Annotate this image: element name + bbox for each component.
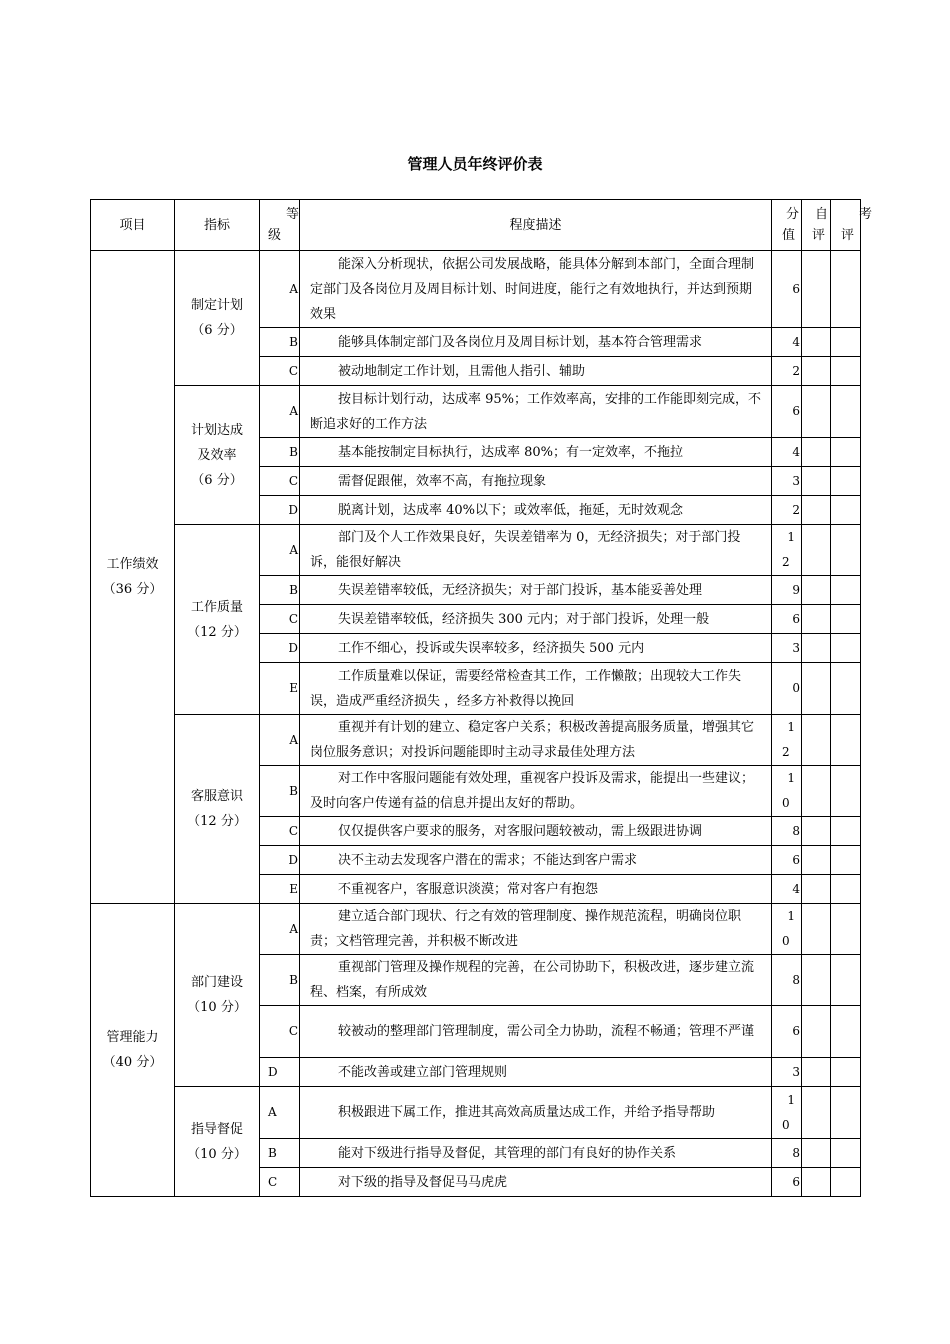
self-eval-cell[interactable]	[802, 386, 831, 438]
description-cell: 脱离计划，达成率 40%以下；或效率低，拖延，无时效观念	[300, 496, 772, 525]
evaluation-table	[90, 199, 873, 1197]
score-cell	[772, 904, 802, 955]
self-eval-cell[interactable]	[802, 525, 831, 576]
description-cell: 部门及个人工作效果良好，失误差错率为 0，无经济损失；对于部门投诉，能很好解决	[300, 525, 772, 576]
self-eval-cell[interactable]	[802, 634, 831, 663]
exam-eval-cell[interactable]	[831, 766, 861, 817]
description-cell: 能深入分析现状，依据公司发展战略，能具体分解到本部门，全面合理制定部门及各岗位月及周目标计划、时间进度，能行之有效地执行，并达到预期效果	[300, 251, 772, 328]
exam-eval-cell[interactable]	[831, 525, 861, 576]
self-eval-cell[interactable]	[802, 875, 831, 904]
exam-eval-cell[interactable]	[831, 467, 861, 496]
indicator-name: 部门建设	[190, 975, 243, 990]
description-cell: 能够具体制定部门及各岗位月及周目标计划，基本符合管理需求	[300, 328, 772, 357]
header-score-top: 分	[785, 207, 799, 222]
table-row	[91, 904, 861, 955]
exam-eval-cell[interactable]	[831, 904, 861, 955]
indicator-points: （12 分）	[187, 814, 247, 829]
exam-eval-cell[interactable]	[831, 663, 861, 715]
description-cell: 工作质量难以保证，需要经常检查其工作，工作懒散；出现较大工作失误，造成严重经济损失 ，经多方补救得以挽回	[300, 663, 772, 715]
header-exam-top: 考	[859, 207, 873, 222]
exam-eval-cell[interactable]	[831, 328, 861, 357]
exam-eval-cell[interactable]	[831, 875, 861, 904]
level-cell: C	[260, 1006, 300, 1058]
exam-eval-cell[interactable]	[831, 1058, 861, 1087]
score-cell: 8	[772, 1139, 802, 1168]
score-digit-2: 2	[782, 745, 790, 759]
description-cell: 不能改善或建立部门管理规则	[300, 1058, 772, 1087]
exam-eval-cell[interactable]	[831, 386, 861, 438]
table-row	[91, 386, 861, 438]
score-digit-1: 1	[787, 530, 795, 544]
exam-eval-cell[interactable]	[831, 1087, 861, 1139]
self-eval-cell[interactable]	[802, 846, 831, 875]
level-cell: B	[260, 576, 300, 605]
project-points: （36 分）	[102, 582, 163, 597]
score-digit-2: 2	[782, 555, 790, 569]
header-level	[260, 200, 300, 251]
exam-eval-cell[interactable]	[831, 605, 861, 634]
header-project: 项目	[91, 200, 175, 251]
level-cell: C	[260, 357, 300, 386]
self-eval-cell[interactable]	[802, 663, 831, 715]
level-cell: D	[260, 1058, 300, 1087]
score-digit-1: 1	[787, 720, 795, 734]
description-cell: 基本能按制定目标执行，达成率 80%；有一定效率，不拖拉	[300, 438, 772, 467]
self-eval-cell[interactable]	[802, 817, 831, 846]
self-eval-cell[interactable]	[802, 904, 831, 955]
score-cell: 3	[772, 634, 802, 663]
table-header-row	[91, 200, 861, 251]
description-cell: 工作不细心，投诉或失误率较多，经济损失 500 元内	[300, 634, 772, 663]
project-points: （40 分）	[102, 1055, 163, 1070]
level-cell: D	[260, 846, 300, 875]
level-cell: B	[260, 1139, 300, 1168]
header-score-bottom: 值	[782, 228, 796, 243]
level-cell: A	[260, 715, 300, 766]
self-eval-cell[interactable]	[802, 438, 831, 467]
description-cell: 失误差错率较低，经济损失 300 元内；对于部门投诉，处理一般	[300, 605, 772, 634]
score-digit-1: 1	[787, 909, 795, 923]
self-eval-cell[interactable]	[802, 1006, 831, 1058]
level-cell: A	[260, 1087, 300, 1139]
self-eval-cell[interactable]	[802, 576, 831, 605]
level-cell: C	[260, 1168, 300, 1197]
project-name: 管理能力	[106, 1030, 159, 1045]
header-description: 程度描述	[300, 200, 772, 251]
project-name: 工作绩效	[106, 557, 159, 572]
level-cell: A	[260, 386, 300, 438]
level-cell: A	[260, 525, 300, 576]
score-cell: 4	[772, 328, 802, 357]
exam-eval-cell[interactable]	[831, 438, 861, 467]
level-cell: C	[260, 467, 300, 496]
indicator-cell	[175, 386, 260, 525]
level-cell: D	[260, 634, 300, 663]
self-eval-cell[interactable]	[802, 328, 831, 357]
header-exam-bottom: 评	[841, 228, 855, 243]
indicator-cell	[175, 1087, 260, 1197]
exam-eval-cell[interactable]	[831, 576, 861, 605]
description-cell: 失误差错率较低，无经济损失；对于部门投诉，基本能妥善处理	[300, 576, 772, 605]
score-cell: 8	[772, 817, 802, 846]
score-cell: 4	[772, 438, 802, 467]
description-cell: 仅仅提供客户要求的服务，对客服问题较被动，需上级跟进协调	[300, 817, 772, 846]
indicator-name-line2: 及效率	[197, 447, 237, 463]
level-cell: A	[260, 251, 300, 328]
table-row	[91, 1087, 861, 1139]
description-cell: 按目标计划行动，达成率 95%；工作效率高，安排的工作能即刻完成，不断追求好的工作方法	[300, 386, 772, 438]
indicator-name: 指导督促	[190, 1121, 243, 1137]
description-cell: 需督促跟催，效率不高，有拖拉现象	[300, 467, 772, 496]
self-eval-cell[interactable]	[802, 1087, 831, 1139]
header-indicator: 指标	[175, 200, 260, 251]
indicator-name: 客服意识	[190, 789, 243, 804]
level-cell: B	[260, 766, 300, 817]
self-eval-cell[interactable]	[802, 955, 831, 1006]
self-eval-cell[interactable]	[802, 251, 831, 328]
score-cell: 6	[772, 251, 802, 328]
header-level-bottom: 级	[268, 228, 282, 243]
score-cell	[772, 525, 802, 576]
score-cell: 9	[772, 576, 802, 605]
header-level-top: 等	[285, 207, 299, 222]
exam-eval-cell[interactable]	[831, 715, 861, 766]
score-digit-2: 0	[782, 934, 790, 948]
self-eval-cell[interactable]	[802, 715, 831, 766]
indicator-name-line1: 计划达成	[190, 422, 243, 438]
score-cell: 6	[772, 1168, 802, 1197]
score-cell: 3	[772, 467, 802, 496]
level-cell: E	[260, 875, 300, 904]
score-cell	[772, 1087, 802, 1139]
level-cell: A	[260, 904, 300, 955]
table-row	[91, 251, 861, 328]
indicator-name: 工作质量	[190, 599, 243, 615]
score-cell	[772, 715, 802, 766]
score-digit-1: 1	[787, 771, 795, 785]
exam-eval-cell[interactable]	[831, 496, 861, 525]
exam-eval-cell[interactable]	[831, 251, 861, 328]
self-eval-cell[interactable]	[802, 357, 831, 386]
score-cell: 2	[772, 496, 802, 525]
level-cell: B	[260, 328, 300, 357]
table-row	[91, 715, 861, 766]
score-digit-1: 1	[787, 1092, 795, 1107]
self-eval-cell[interactable]	[802, 605, 831, 634]
project-cell	[91, 904, 175, 1197]
description-cell: 积极跟进下属工作，推进其高效高质量达成工作，并给予指导帮助	[300, 1087, 772, 1139]
description-cell: 较被动的整理部门管理制度，需公司全力协助，流程不畅通；管理不严谨	[300, 1006, 772, 1058]
header-self	[802, 200, 831, 251]
page-title: 管理人员年终评价表	[407, 155, 543, 173]
indicator-cell	[175, 525, 260, 715]
description-cell: 对下级的指导及督促马马虎虎	[300, 1168, 772, 1197]
description-cell: 被动地制定工作计划，且需他人指引、辅助	[300, 357, 772, 386]
header-score	[772, 200, 802, 251]
header-self-top: 自	[814, 207, 828, 222]
exam-eval-cell[interactable]	[831, 1006, 861, 1058]
score-digit-2: 0	[782, 796, 790, 810]
indicator-cell	[175, 715, 260, 904]
level-cell: B	[260, 438, 300, 467]
self-eval-cell[interactable]	[802, 766, 831, 817]
score-cell	[772, 766, 802, 817]
header-self-bottom: 评	[812, 228, 826, 243]
exam-eval-cell[interactable]	[831, 1168, 861, 1197]
indicator-points: （6 分）	[191, 323, 243, 338]
self-eval-cell[interactable]	[802, 1168, 831, 1197]
table-row	[91, 525, 861, 576]
indicator-cell	[175, 251, 260, 386]
score-cell: 3	[772, 1058, 802, 1087]
indicator-points: （12 分）	[187, 624, 247, 640]
indicator-name: 制定计划	[190, 298, 243, 313]
level-cell: C	[260, 605, 300, 634]
description-cell: 重视并有计划的建立、稳定客户关系；积极改善提高服务质量，增强其它岗位服务意识；对投诉问题能即时主动寻求最佳处理方法	[300, 715, 772, 766]
description-cell: 建立适合部门现状、行之有效的管理制度、操作规范流程，明确岗位职责；文档管理完善，并积极不断改进	[300, 904, 772, 955]
score-cell: 6	[772, 846, 802, 875]
indicator-cell	[175, 904, 260, 1087]
score-cell: 2	[772, 357, 802, 386]
description-cell: 能对下级进行指导及督促，其管理的部门有良好的协作关系	[300, 1139, 772, 1168]
header-exam	[831, 200, 873, 251]
exam-eval-cell[interactable]	[831, 634, 861, 663]
score-cell: 4	[772, 875, 802, 904]
score-cell: 0	[772, 663, 802, 715]
indicator-points: （10 分）	[187, 1146, 247, 1162]
exam-eval-cell[interactable]	[831, 955, 861, 1006]
exam-eval-cell[interactable]	[831, 846, 861, 875]
indicator-points: （6 分）	[191, 472, 243, 488]
description-cell: 决不主动去发现客户潜在的需求；不能达到客户需求	[300, 846, 772, 875]
score-cell: 6	[772, 386, 802, 438]
description-cell: 对工作中客服问题能有效处理，重视客户投诉及需求，能提出一些建议；及时向客户传递有益的信息并提出友好的帮助。	[300, 766, 772, 817]
indicator-points: （10 分）	[187, 1000, 247, 1015]
project-cell	[91, 251, 175, 904]
exam-eval-cell[interactable]	[831, 817, 861, 846]
score-digit-2: 0	[782, 1117, 790, 1132]
self-eval-cell[interactable]	[802, 496, 831, 525]
description-cell: 不重视客户，客服意识淡漠；常对客户有抱怨	[300, 875, 772, 904]
self-eval-cell[interactable]	[802, 1139, 831, 1168]
exam-eval-cell[interactable]	[831, 357, 861, 386]
score-cell: 8	[772, 955, 802, 1006]
self-eval-cell[interactable]	[802, 1058, 831, 1087]
level-cell: D	[260, 496, 300, 525]
self-eval-cell[interactable]	[802, 467, 831, 496]
score-cell: 6	[772, 1006, 802, 1058]
level-cell: B	[260, 955, 300, 1006]
level-cell: C	[260, 817, 300, 846]
description-cell: 重视部门管理及操作规程的完善，在公司协助下，积极改进，逐步建立流程、档案，有所成效	[300, 955, 772, 1006]
exam-eval-cell[interactable]	[831, 1139, 861, 1168]
level-cell: E	[260, 663, 300, 715]
score-cell: 6	[772, 605, 802, 634]
